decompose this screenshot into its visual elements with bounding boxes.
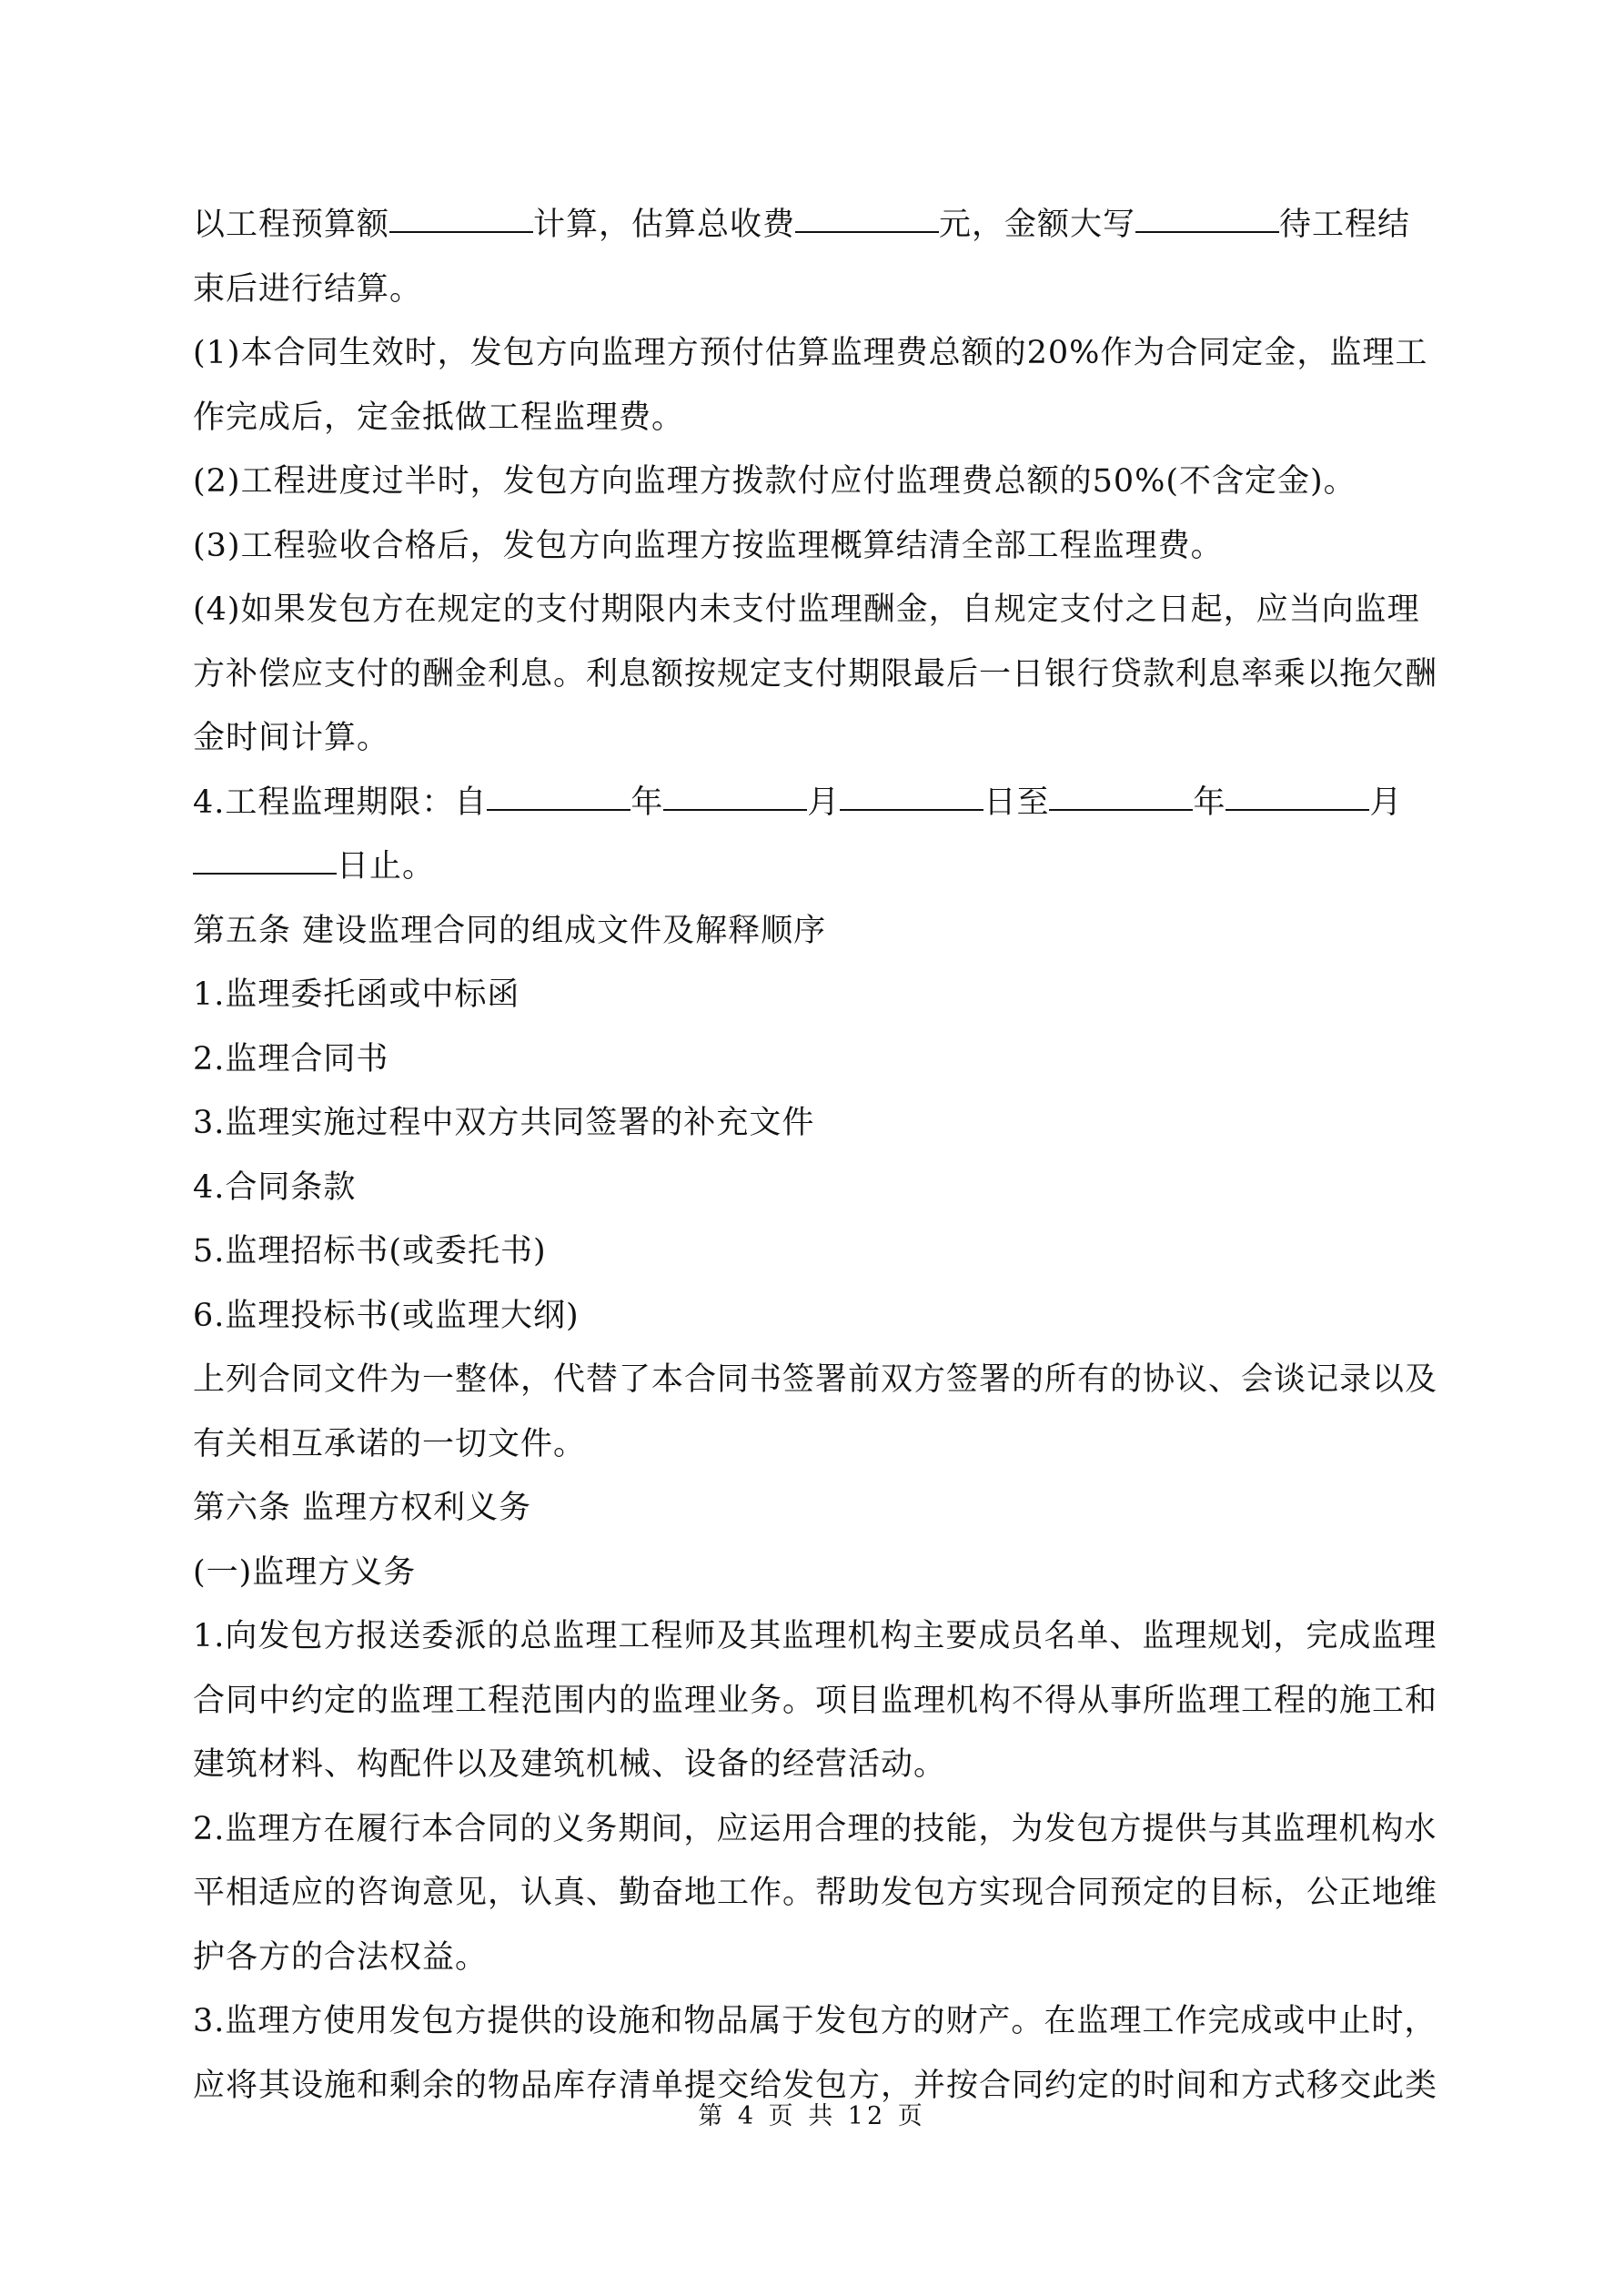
paragraph-text: 待工程结束后进行结算。 — [193, 207, 1411, 308]
paragraph-text: (2)工程进度过半时，发包方向监理方拨款付应付监理费总额的50%(不含定金)。 — [193, 463, 1357, 500]
fill-in-blank — [1135, 230, 1279, 233]
paragraph — [193, 450, 1439, 514]
paragraph-text: 3.监理方使用发包方提供的设施和物品属于发包方的财产。在监理工作完成或中止时，应将其设施和剩余的物品库存清单提交给发包方，并按合同约定的时间和方式移交此类 — [193, 2003, 1438, 2104]
paragraph — [193, 578, 1439, 771]
paragraph — [193, 1604, 1439, 1797]
paragraph — [193, 1027, 1439, 1092]
paragraph-text: 月 — [807, 784, 841, 821]
paragraph-text: 以工程预算额 — [193, 207, 390, 243]
fill-in-blank — [193, 872, 337, 875]
paragraph — [193, 771, 1439, 899]
paragraph — [193, 193, 1439, 321]
paragraph — [193, 899, 1439, 964]
paragraph-text: 日止。 — [337, 848, 436, 885]
paragraph — [193, 1156, 1439, 1220]
paragraph-text: 1.监理委托函或中标函 — [193, 976, 520, 1013]
paragraph-text: (4)如果发包方在规定的支付期限内未支付监理酬金，自规定支付之日起，应当向监理方补偿应支付的酬金利息。利息额按规定支付期限最后一日银行贷款利息率乘以拖欠酬金时间计算。 — [193, 592, 1438, 756]
fill-in-blank — [1049, 808, 1193, 811]
paragraph — [193, 963, 1439, 1027]
paragraph-text: 计算，估算总收费 — [533, 207, 796, 243]
paragraph-text: 上列合同文件为一整体，代替了本合同书签署前双方签署的所有的协议、会谈记录以及有关相互承诺的一切文件。 — [193, 1361, 1438, 1462]
fill-in-blank — [487, 808, 630, 811]
paragraph-text: 第五条 建设监理合同的组成文件及解释顺序 — [193, 912, 827, 949]
fill-in-blank — [795, 230, 939, 233]
paragraph — [193, 514, 1439, 579]
paragraph-text: 3.监理实施过程中双方共同签署的补充文件 — [193, 1105, 815, 1141]
document-body — [193, 193, 1439, 2118]
paragraph-text: 6.监理投标书(或监理大纲) — [193, 1297, 580, 1334]
paragraph — [193, 1541, 1439, 1605]
paragraph-text: 1.向发包方报送委派的总监理工程师及其监理机构主要成员名单、监理规划，完成监理合同中约定的监理工程范围内的监理业务。项目监理机构不得从事所监理工程的施工和建筑材料、构配件以及建筑机械、设备的经营活动。 — [193, 1618, 1438, 1783]
paragraph-text: 第六条 监理方权利义务 — [193, 1490, 532, 1526]
paragraph-text: 日至 — [983, 784, 1050, 821]
paragraph — [193, 1284, 1439, 1349]
paragraph-text: (一)监理方义务 — [193, 1553, 417, 1591]
paragraph-text: 2.监理合同书 — [193, 1040, 389, 1077]
fill-in-blank — [840, 808, 983, 811]
paragraph — [193, 1797, 1439, 1990]
page-footer: 第 4 页 共 12 页 — [698, 2102, 926, 2130]
paragraph-text: 4.合同条款 — [193, 1168, 357, 1206]
paragraph — [193, 1091, 1439, 1156]
paragraph-text: 月 — [1369, 784, 1403, 821]
paragraph-text: 2.监理方在履行本合同的义务期间，应运用合理的技能，为发包方提供与其监理机构水平相适应的咨询意见，认真、勤奋地工作。帮助发包方实现合同预定的目标，公正地维护各方的合法权益。 — [193, 1810, 1438, 1976]
paragraph — [193, 1348, 1439, 1476]
paragraph — [193, 1476, 1439, 1541]
paragraph-text: 年 — [630, 784, 664, 821]
fill-in-blank — [663, 808, 807, 811]
fill-in-blank — [389, 230, 533, 233]
paragraph-text: 4.工程监理期限：自 — [193, 784, 488, 821]
paragraph — [193, 1219, 1439, 1284]
paragraph-text: (1)本合同生效时，发包方向监理方预付估算监理费总额的20%作为合同定金，监理工作完成后，定金抵做工程监理费。 — [193, 335, 1428, 436]
paragraph-text: 元，金额大写 — [939, 207, 1136, 243]
paragraph-text: (3)工程验收合格后，发包方向监理方按监理概算结清全部工程监理费。 — [193, 527, 1224, 564]
paragraph-text: 年 — [1193, 784, 1226, 821]
paragraph — [193, 321, 1439, 450]
paragraph-text: 5.监理招标书(或委托书) — [193, 1233, 547, 1269]
fill-in-blank — [1226, 808, 1369, 811]
